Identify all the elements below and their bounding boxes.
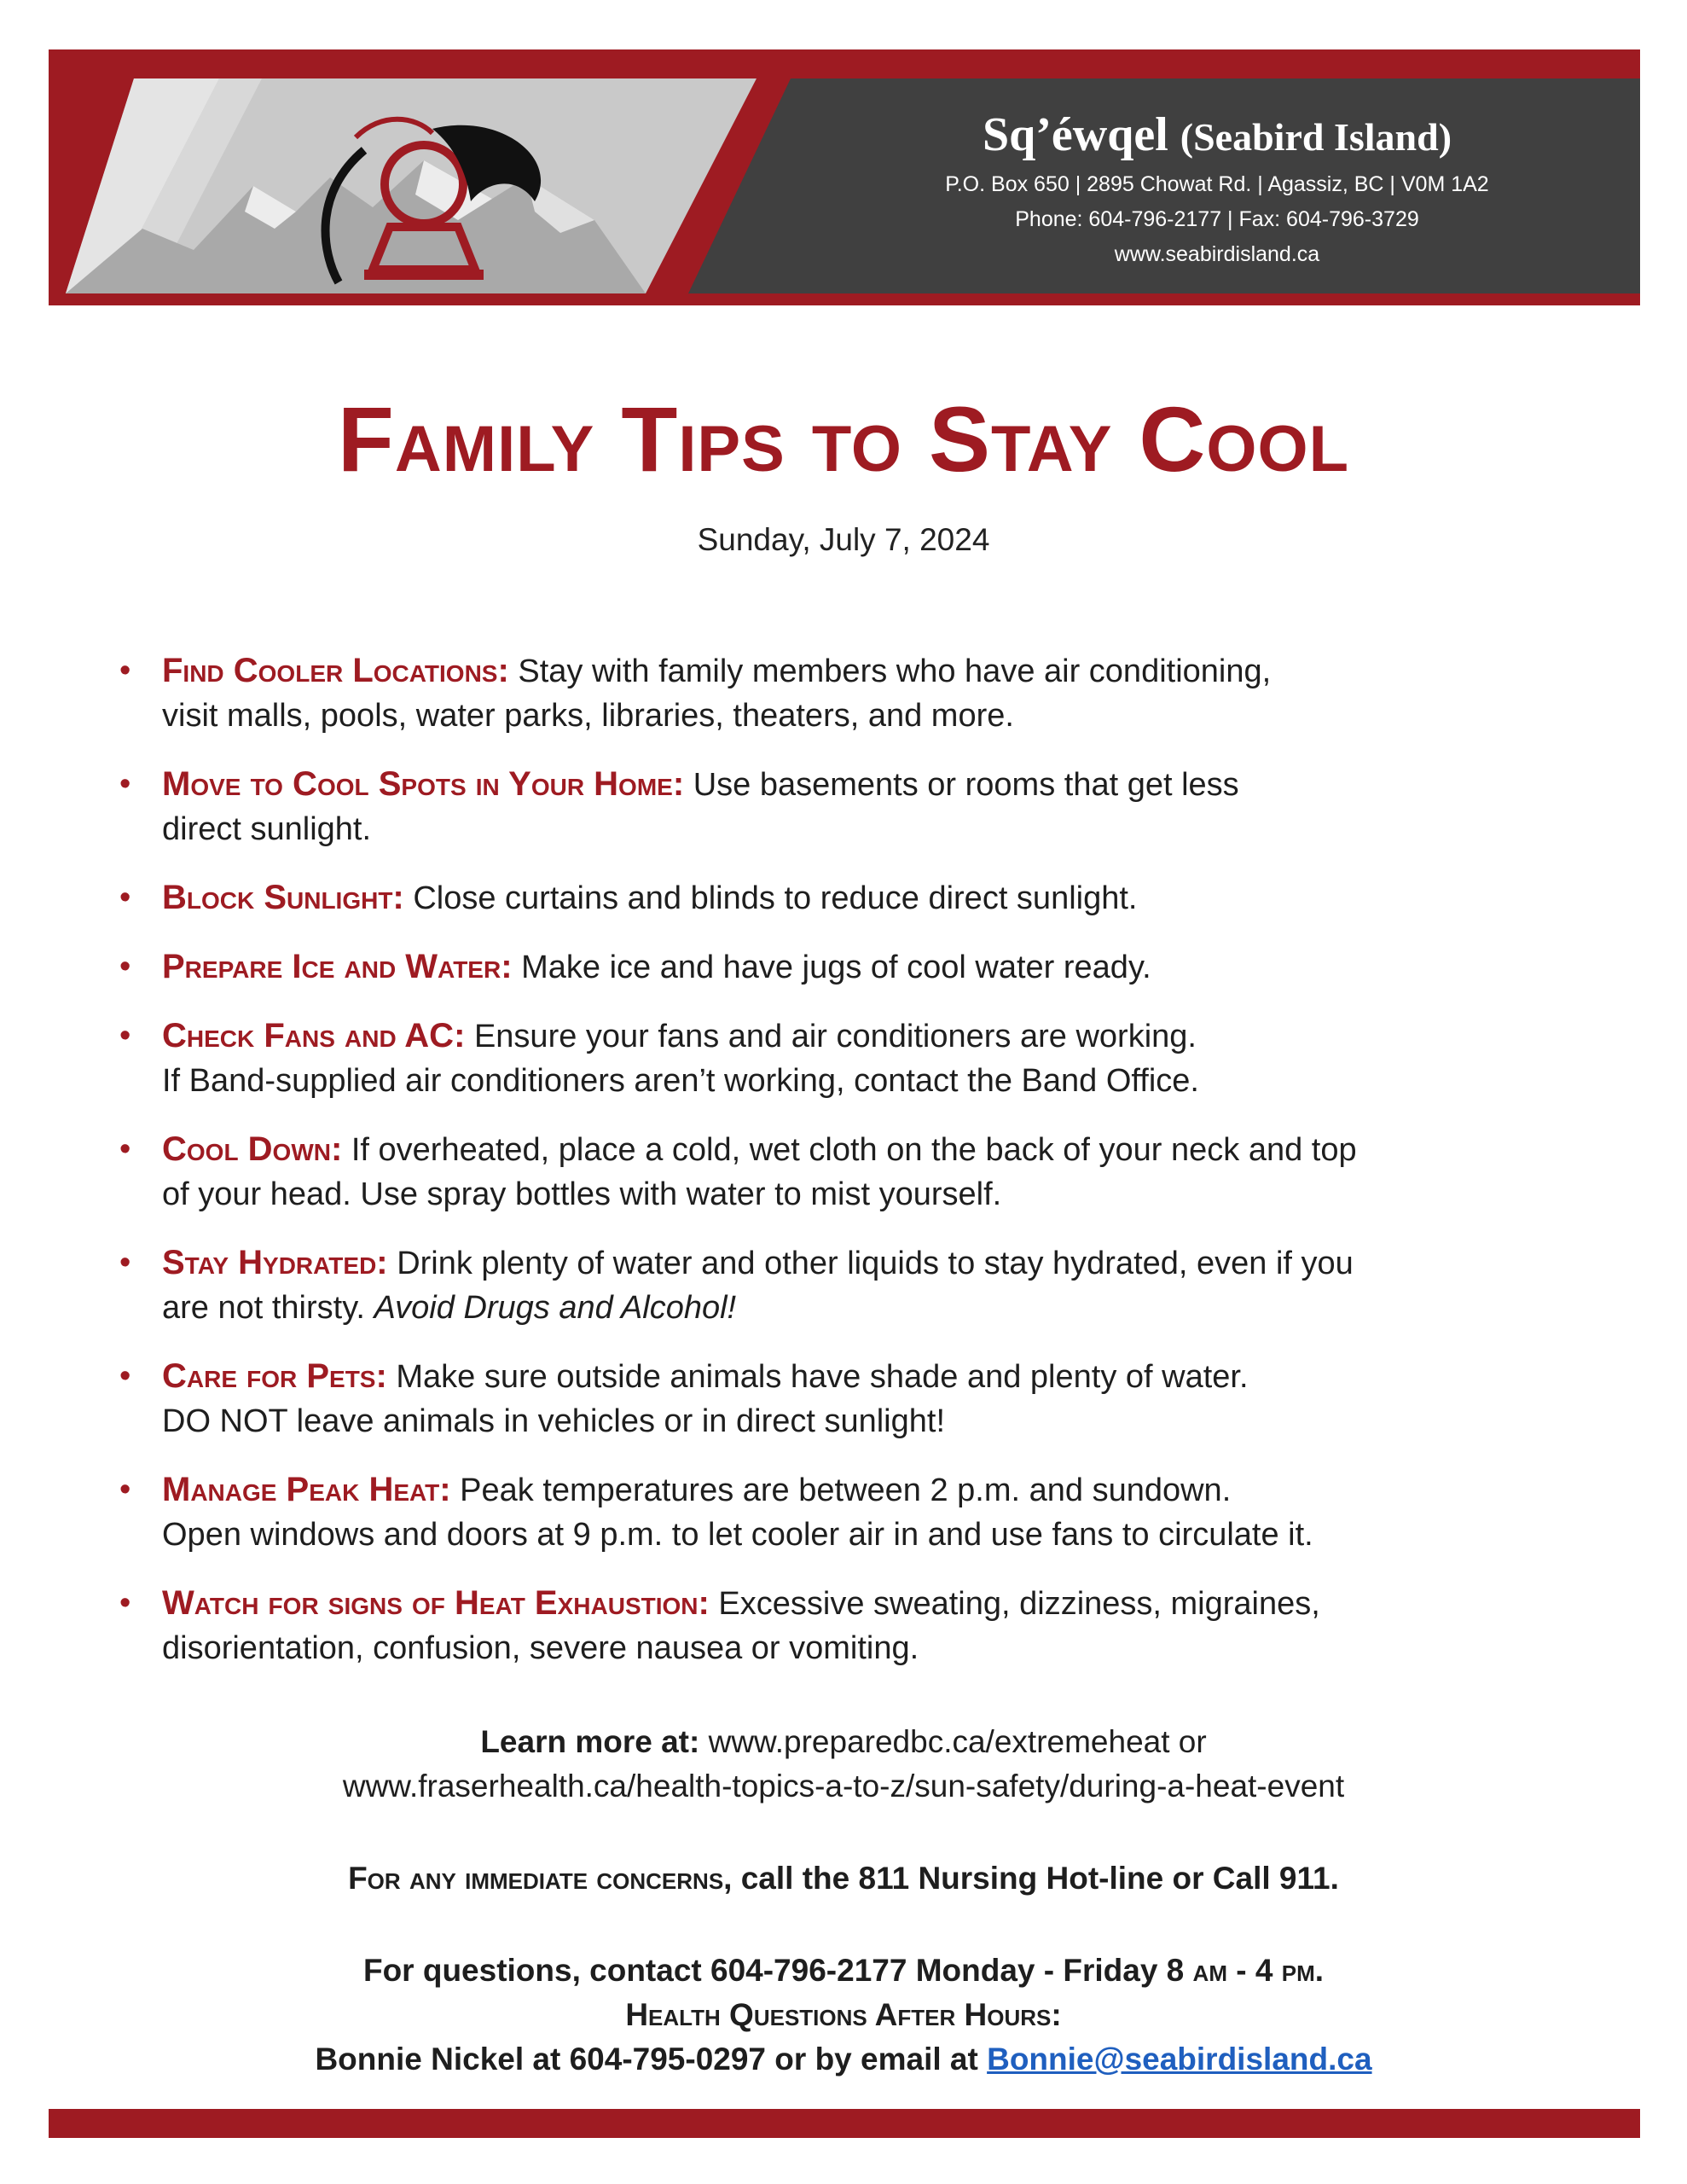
list-item [119,648,1586,738]
org-name-main: Sq’éwqel [982,108,1168,161]
tip-title: Move to Cool Spots in Your Home: [162,765,685,803]
tip-text: Peak temperatures are between 2 p.m. and sundown. [460,1472,1232,1508]
org-address: P.O. Box 650 | 2895 Chowat Rd. | Agassiz, BC | V0M 1A2 [945,172,1489,196]
after-hours-text: Bonnie Nickel at 604-795-0297 or by email at [315,2042,978,2077]
time-am: am [1192,1953,1227,1988]
footer-bar [49,2109,1640,2138]
tip-warning: Avoid Drugs and Alcohol! [374,1290,737,1326]
tip-title: Cool Down: [162,1130,343,1168]
time-period: . [1314,1953,1325,1988]
tip-text: Use basements or rooms that get less [693,767,1239,803]
bullet-icon: • [119,949,131,985]
concerns-line [0,1856,1687,1901]
questions-text: For questions, contact 604-796-2177 Monday - Friday 8 [362,1953,1185,1988]
tip-text: Make sure outside animals have shade and plenty of water. [396,1359,1249,1395]
learn-more-url1[interactable]: www.preparedbc.ca/extremeheat or [708,1724,1207,1759]
bullet-icon: • [119,1018,131,1054]
tips-list [119,648,1586,1694]
tip-title: Care for Pets: [162,1357,387,1395]
bullet-icon: • [119,766,131,802]
time-pm: pm [1281,1953,1315,1988]
tip-title: Stay Hydrated: [162,1244,388,1281]
tip-text: Open windows and doors at 9 p.m. to let cooler air in and use fans to circulate it. [162,1517,1313,1553]
concerns-text: call the 811 Nursing Hot-line or Call 911. [740,1861,1339,1896]
tip-text: Ensure your fans and air conditioners are working. [473,1019,1197,1054]
tip-text: DO NOT leave animals in vehicles or in direct sunlight! [162,1403,946,1439]
list-item [119,944,1586,990]
list-item [119,1467,1586,1557]
after-hours-contact [0,2037,1687,2082]
time-end: 4 [1255,1953,1273,1988]
tip-text: disorientation, confusion, severe nausea or vomiting. [162,1630,919,1666]
tip-text: of your head. Use spray bottles with water to mist yourself. [162,1176,1002,1212]
tip-title: Block Sunlight: [162,879,404,916]
tip-text: Stay with family members who have air conditioning, [518,653,1272,689]
list-item [119,1127,1586,1217]
tip-title: Find Cooler Locations: [162,652,509,689]
tip-title: Prepare Ice and Water: [162,948,513,985]
tip-title: Watch for signs of Heat Exhaustion: [162,1584,710,1622]
org-website[interactable]: www.seabirdisland.ca [1114,242,1320,266]
tip-text: If overheated, place a cold, wet cloth on the back of your neck and top [351,1132,1357,1168]
org-name [867,105,1567,167]
tip-text: Close curtains and blinds to reduce direct sunlight. [413,880,1138,916]
bullet-icon: • [119,880,131,915]
learn-more-url2[interactable]: www.fraserhealth.ca/health-topics-a-to-z/sun-safety/during-a-heat-event [342,1769,1345,1804]
tip-text: visit malls, pools, water parks, libraries, theaters, and more. [162,698,1014,734]
bullet-icon: • [119,1245,131,1281]
learn-more-block [0,1720,1687,1809]
seabird-logo-icon [304,99,560,295]
list-item [119,1014,1586,1103]
concerns-lead: For any immediate concerns, [348,1861,733,1896]
contact-block [0,1949,1687,2082]
email-link[interactable]: Bonnie@seabirdisland.ca [987,2042,1372,2077]
bullet-icon: • [119,1585,131,1621]
bullet-icon: • [119,1358,131,1394]
list-item [119,1240,1586,1330]
list-item [119,875,1586,921]
list-item [119,762,1586,851]
list-item [119,1581,1586,1670]
page-title: Family Tips to Stay Cool [337,387,1350,491]
tip-title: Check Fans and AC: [162,1017,466,1054]
tip-text: Make ice and have jugs of cool water ready. [521,950,1151,985]
org-name-sub: (Seabird Island) [1180,115,1452,159]
bullet-icon: • [119,1131,131,1167]
tip-text: Excessive sweating, dizziness, migraines, [718,1586,1320,1622]
header-banner [49,49,1640,305]
page-date: Sunday, July 7, 2024 [697,522,990,557]
time-dash: - [1236,1953,1247,1988]
org-phone-fax: Phone: 604-796-2177 | Fax: 604-796-3729 [1015,207,1419,231]
tip-title: Manage Peak Heat: [162,1471,451,1508]
bullet-icon: • [119,1472,131,1507]
tip-text: direct sunlight. [162,811,372,847]
after-hours-heading: Health Questions After Hours: [625,1997,1062,2032]
org-contact-block [867,105,1567,272]
questions-line [0,1949,1687,1993]
list-item [119,1354,1586,1443]
bullet-icon: • [119,653,131,688]
tip-text: If Band-supplied air conditioners aren’t working, contact the Band Office. [162,1063,1199,1099]
tip-text: are not thirsty. [162,1290,365,1326]
learn-more-label: Learn more at: [480,1724,700,1759]
tip-text: Drink plenty of water and other liquids to stay hydrated, even if you [397,1246,1354,1281]
